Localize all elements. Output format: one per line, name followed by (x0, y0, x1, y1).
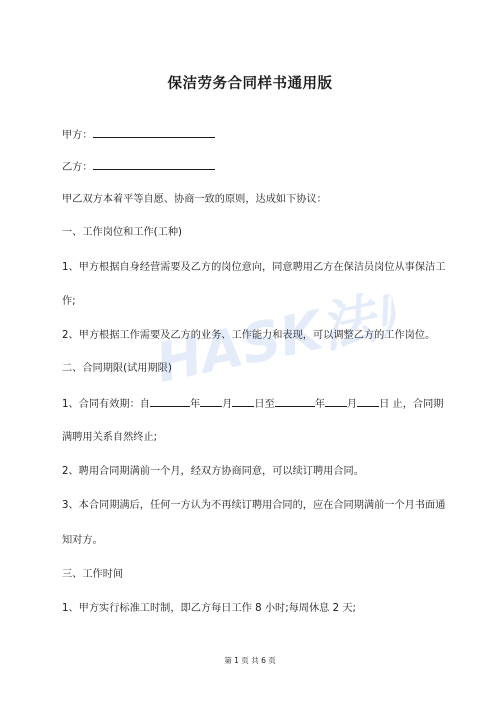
party-b-blank (93, 159, 215, 170)
term-prefix: 1、合同有效期：自 (62, 399, 150, 410)
party-a-blank (93, 127, 215, 138)
end-year-label: 年 (314, 399, 325, 410)
party-a-label: 甲方： (62, 130, 93, 141)
s3-item1: 1、甲方实行标准工时制，即乙方每日工作 8 小时;每周休息 2 天; (62, 603, 356, 614)
start-day-label: 日至 (254, 399, 275, 410)
end-day-blank (357, 396, 379, 407)
s1-item1-line2: 作; (62, 296, 76, 307)
start-month-blank (200, 396, 222, 407)
end-month-label: 月 (346, 399, 358, 410)
s2-item3-line2: 知对方。 (62, 535, 103, 546)
s2-item1-line2: 满聘用关系自然终止; (62, 432, 158, 443)
start-day-blank (232, 396, 254, 407)
end-month-blank (325, 396, 347, 407)
party-a-line (62, 127, 215, 143)
watermark-text: HASK法师兄 (150, 264, 407, 395)
end-day-label: 日 止，合同期 (379, 399, 444, 410)
s2-item3-line1: 3、本合同期满后，任何一方认为不再续订聘用合同的，应在合同期满前一个月书面通 (62, 500, 446, 511)
s2-item1-line1 (62, 396, 443, 412)
start-year-blank (150, 396, 190, 407)
page-number: 第 1 页 共 6 页 (224, 656, 276, 665)
party-b-line (62, 159, 215, 175)
intro-paragraph: 甲乙双方本着平等自愿、协商一致的原则，达成如下协议： (62, 194, 327, 205)
s2-item2: 2、聘用合同期满前一个月，经双方协商同意，可以续订聘用合同。 (62, 466, 364, 477)
s1-item2: 2、甲方根据工作需要及乙方的业务、工作能力和表现，可以调整乙方的工作岗位。 (62, 330, 436, 341)
section-3-heading: 三、工作时间 (62, 569, 124, 580)
start-month-label: 月 (222, 399, 233, 410)
party-b-label: 乙方： (62, 162, 93, 173)
end-year-blank (275, 396, 315, 407)
section-1-heading: 一、工作岗位和工作(工种) (62, 227, 183, 238)
section-2-heading: 二、合同期限(试用期限) (62, 363, 172, 374)
document-title: 保洁劳务合同样书通用版 (167, 76, 333, 92)
start-year-label: 年 (189, 399, 201, 410)
s1-item1-line1: 1、甲方根据自身经营需要及乙方的岗位意向，同意聘用乙方在保洁员岗位从事保洁工 (62, 262, 446, 273)
